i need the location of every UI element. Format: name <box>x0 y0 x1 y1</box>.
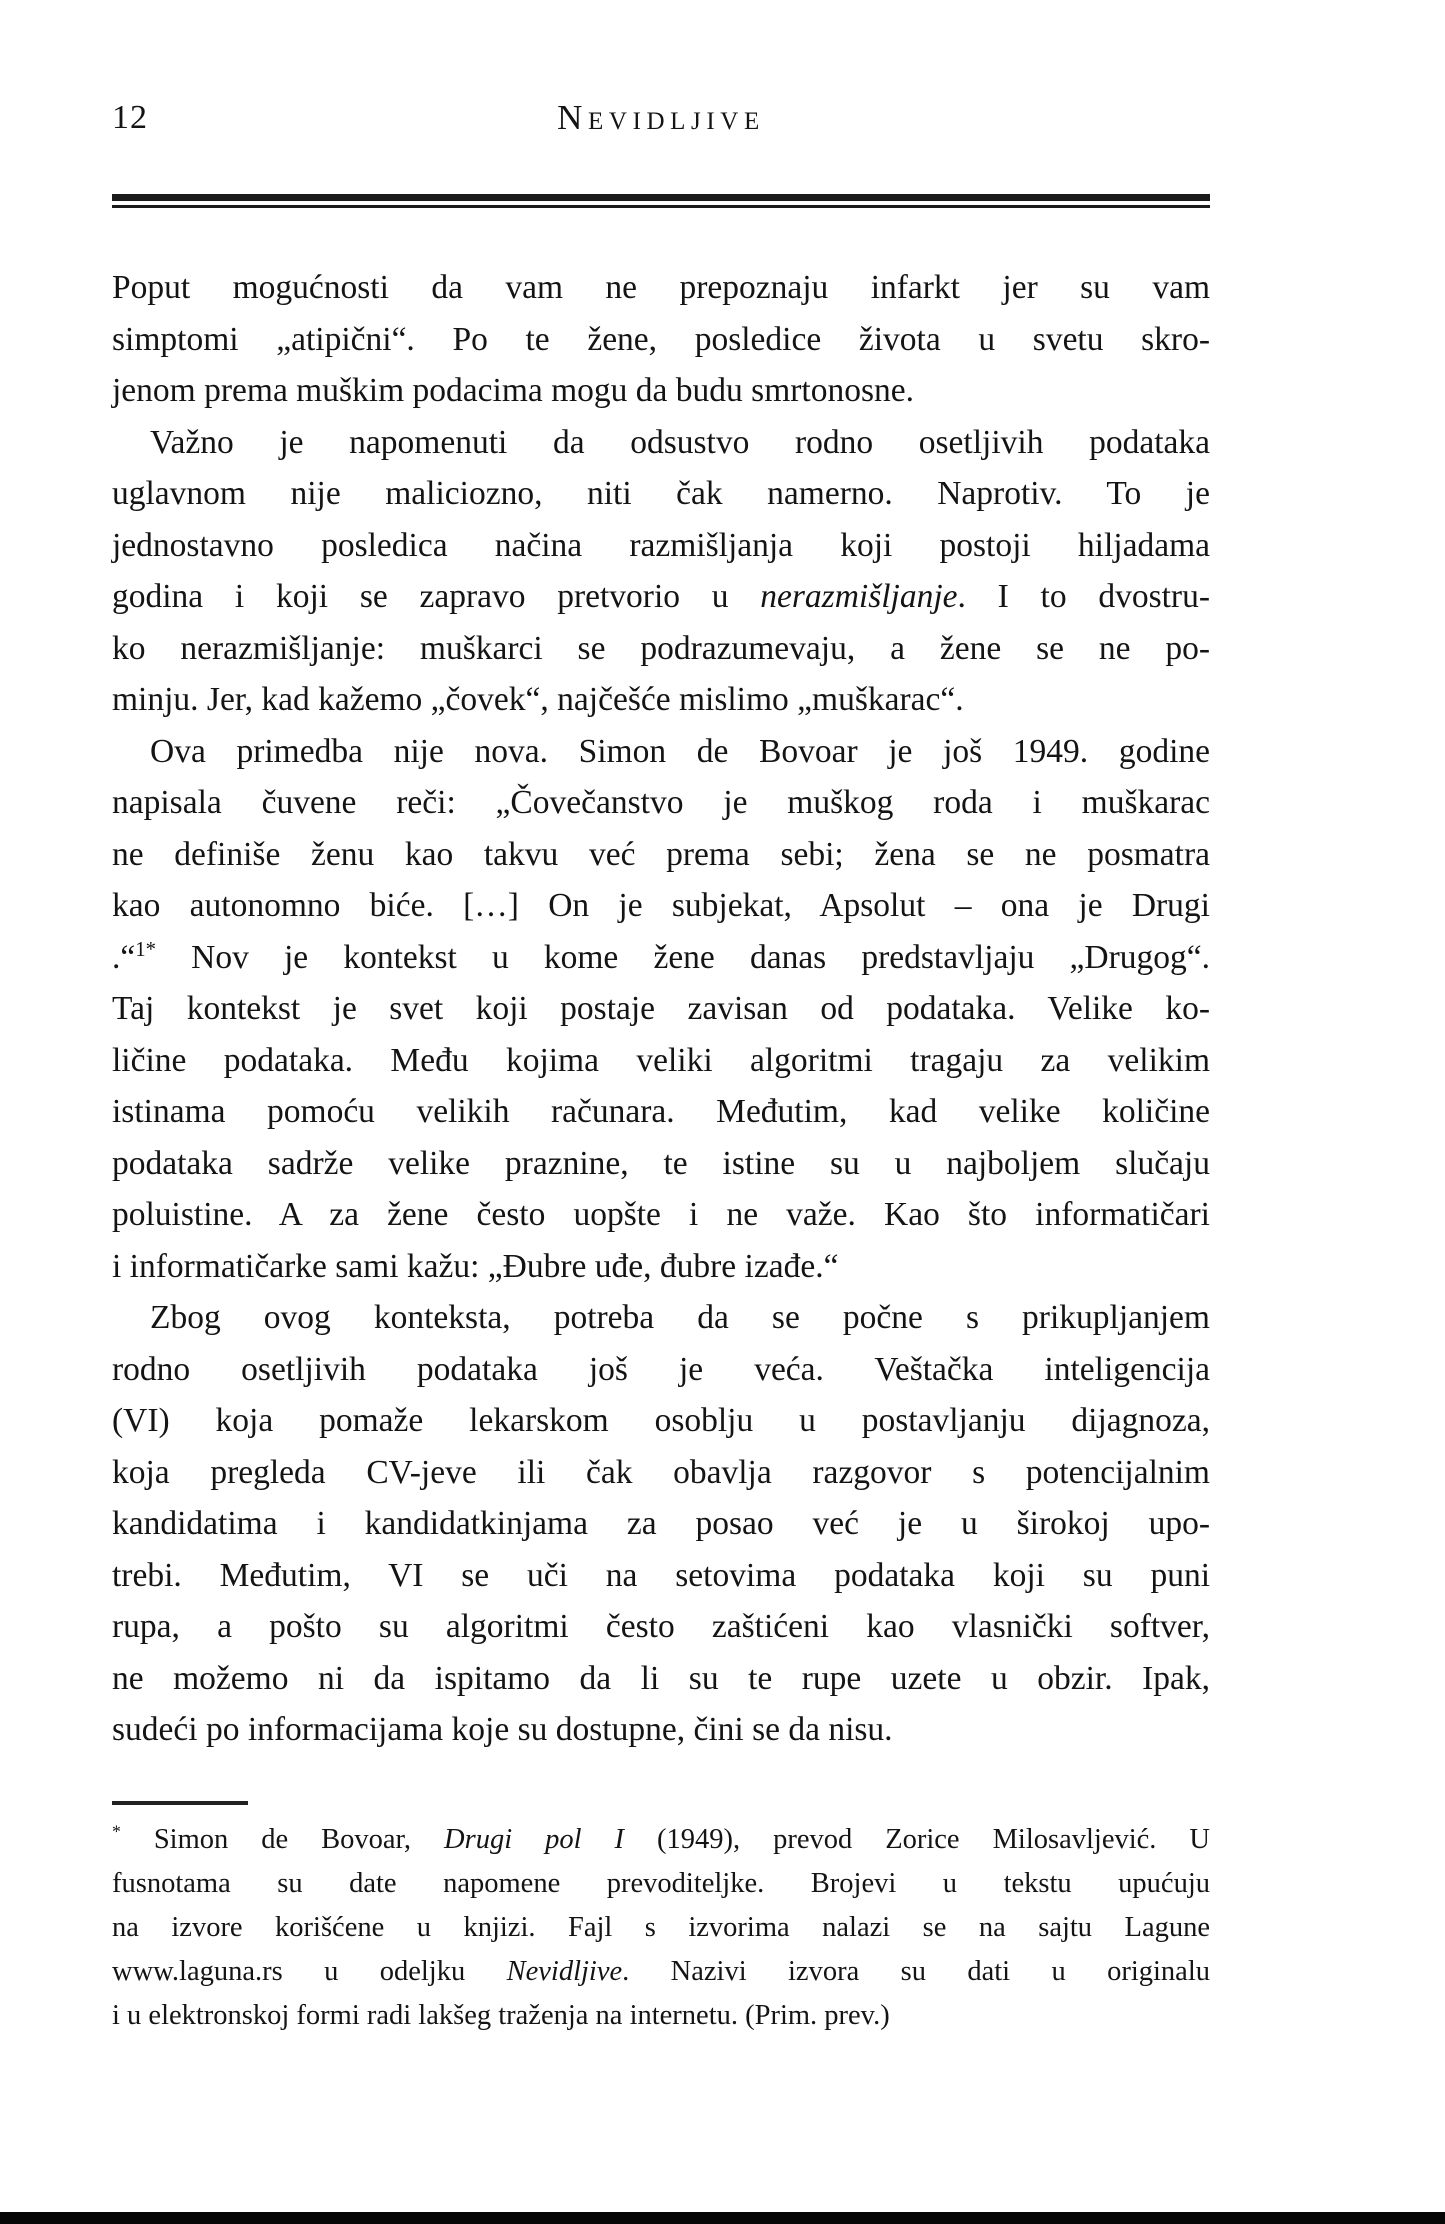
text-segment: Nov je kontekst u kome žene danas predstavljaju „Drugog“. <box>156 938 1210 976</box>
text-segment: uglavnom nije maliciozno, niti čak namerno. Naprotiv. To je <box>112 475 1210 512</box>
text-segment: poluistine. A za žene često uopšte i ne važe. Kao što informatičari <box>112 1196 1210 1233</box>
text-line <box>112 571 1210 623</box>
text-line <box>112 1653 1210 1705</box>
text-segment: Nevidljive <box>506 1956 623 1987</box>
text-line <box>112 726 1210 778</box>
header-rule-thin-line <box>112 205 1210 208</box>
text-segment: Važno je napomenuti da odsustvo rodno osetljivih podataka <box>150 423 1210 461</box>
footnote <box>112 1818 1210 2038</box>
text-line <box>112 1344 1210 1396</box>
text-line <box>112 1447 1210 1499</box>
text-line <box>112 1818 1210 1862</box>
text-segment: Drugi pol I <box>444 1824 624 1855</box>
text-segment: ne možemo ni da ispitamo da li su te rupe uzete u obzir. Ipak, <box>112 1659 1210 1697</box>
footnote-marker: * <box>112 1821 121 1842</box>
text-line <box>112 1241 1210 1293</box>
text-line <box>112 468 1210 520</box>
text-segment: Poput mogućnosti da vam ne prepoznaju infarkt jer su vam <box>112 269 1210 306</box>
text-segment: napisala čuvene reči: „Čovečanstvo je muškog roda i muškarac <box>112 784 1210 821</box>
text-segment: i informatičarke sami kažu: „Đubre uđe, đubre izađe.“ <box>112 1247 839 1285</box>
text-line <box>112 314 1210 366</box>
text-segment: fusnotama su date napomene prevoditeljke. Brojevi u tekstu upućuju <box>112 1868 1210 1899</box>
bottom-edge-bar <box>0 2212 1445 2224</box>
text-segment: i u elektronskoj formi radi lakšeg traženja na internetu. (Prim. prev.) <box>112 2000 890 2031</box>
text-line <box>112 1601 1210 1653</box>
text-line <box>112 1292 1210 1344</box>
text-segment: Ova primedba nije nova. Simon de Bovoar je još 1949. godine <box>150 732 1210 770</box>
text-segment: sudeći po informacijama koje su dostupne, čini se da nisu. <box>112 1711 893 1748</box>
text-line <box>112 1498 1210 1550</box>
text-segment: ne definiše ženu kao takvu već prema sebi; žena se ne posmatra <box>112 835 1210 873</box>
text-line <box>112 365 1210 417</box>
text-segment: ko nerazmišljanje: muškarci se podrazumevaju, a žene se ne po- <box>112 629 1210 667</box>
text-line <box>112 1189 1210 1241</box>
footnote-marker: 1* <box>135 937 157 961</box>
text-line <box>112 983 1210 1035</box>
text-line <box>112 1086 1210 1138</box>
text-segment: Taj kontekst je svet koji postaje zavisan od podataka. Velike ko- <box>112 990 1210 1027</box>
footnote-rule <box>112 1801 248 1805</box>
text-segment: ličine podataka. Među kojima veliki algoritmi tragaju za velikim <box>112 1041 1210 1079</box>
text-segment: . Nazivi izvora su dati u originalu <box>622 1956 1210 1987</box>
text-line <box>112 1550 1210 1602</box>
page-header <box>112 96 1210 140</box>
page-number: 12 <box>112 99 148 136</box>
text-segment: kao autonomno biće. […] On je subjekat, Apsolut – ona je Drugi <box>112 887 1210 924</box>
text-segment: jednostavno posledica načina razmišljanja koji postoji hiljadama <box>112 526 1210 564</box>
text-line <box>112 417 1210 469</box>
text-line <box>112 1950 1210 1994</box>
text-line <box>112 1906 1210 1950</box>
text-line <box>112 262 1210 314</box>
text-segment: rupa, a pošto su algoritmi često zaštićeni kao vlasnički softver, <box>112 1608 1210 1645</box>
text-segment: koja pregleda CV-jeve ili čak obavlja razgovor s potencijalnim <box>112 1453 1210 1491</box>
body-text <box>112 262 1210 1756</box>
header-rule <box>112 194 1210 208</box>
text-line <box>112 932 1210 984</box>
text-segment: www.laguna.rs u odeljku <box>112 1956 507 1987</box>
text-segment: trebi. Međutim, VI se uči na setovima podataka koji su puni <box>112 1556 1210 1594</box>
text-line <box>112 623 1210 675</box>
text-segment: simptomi „atipični“. Po te žene, posledice života u svetu skro- <box>112 320 1210 358</box>
header-rule-thick-line <box>112 194 1210 201</box>
text-segment: kandidatima i kandidatkinjama za posao već je u širokoj upo- <box>112 1505 1210 1542</box>
text-segment: . I to dvostru- <box>957 578 1210 615</box>
text-segment: .“ <box>112 938 136 976</box>
text-segment: (1949), prevod Zorice Milosavljević. U <box>624 1824 1210 1855</box>
text-segment: Simon de Bovoar, <box>120 1824 445 1855</box>
text-segment: Zbog ovog konteksta, potreba da se počne s prikupljanjem <box>150 1299 1210 1336</box>
text-line <box>112 829 1210 881</box>
text-line <box>112 674 1210 726</box>
text-line <box>112 1704 1210 1756</box>
text-line <box>112 1395 1210 1447</box>
text-line <box>112 1994 1210 2038</box>
text-segment: godina i koji se zapravo pretvorio u <box>112 578 761 615</box>
text-line <box>112 777 1210 829</box>
text-segment: podataka sadrže velike praznine, te istine su u najboljem slučaju <box>112 1144 1210 1182</box>
text-segment: istinama pomoću velikih računara. Međutim, kad velike količine <box>112 1093 1210 1130</box>
text-line <box>112 1138 1210 1190</box>
text-segment: na izvore korišćene u knjizi. Fajl s izvorima nalazi se na sajtu Lagune <box>112 1912 1210 1943</box>
running-title: Nevidljive <box>557 98 765 137</box>
text-segment: nerazmišljanje <box>760 578 958 615</box>
text-segment: jenom prema muškim podacima mogu da budu smrtonosne. <box>112 372 915 409</box>
text-line <box>112 520 1210 572</box>
text-segment: rodno osetljivih podataka još je veća. Veštačka inteligencija <box>112 1350 1210 1388</box>
text-segment: minju. Jer, kad kažemo „čovek“, najčešće mislimo „muškarac“. <box>112 681 964 718</box>
text-segment: (VI) koja pomaže lekarskom osoblju u postavljanju dijagnoza, <box>112 1402 1210 1439</box>
text-line <box>112 1035 1210 1087</box>
text-line <box>112 1862 1210 1906</box>
text-line <box>112 880 1210 932</box>
